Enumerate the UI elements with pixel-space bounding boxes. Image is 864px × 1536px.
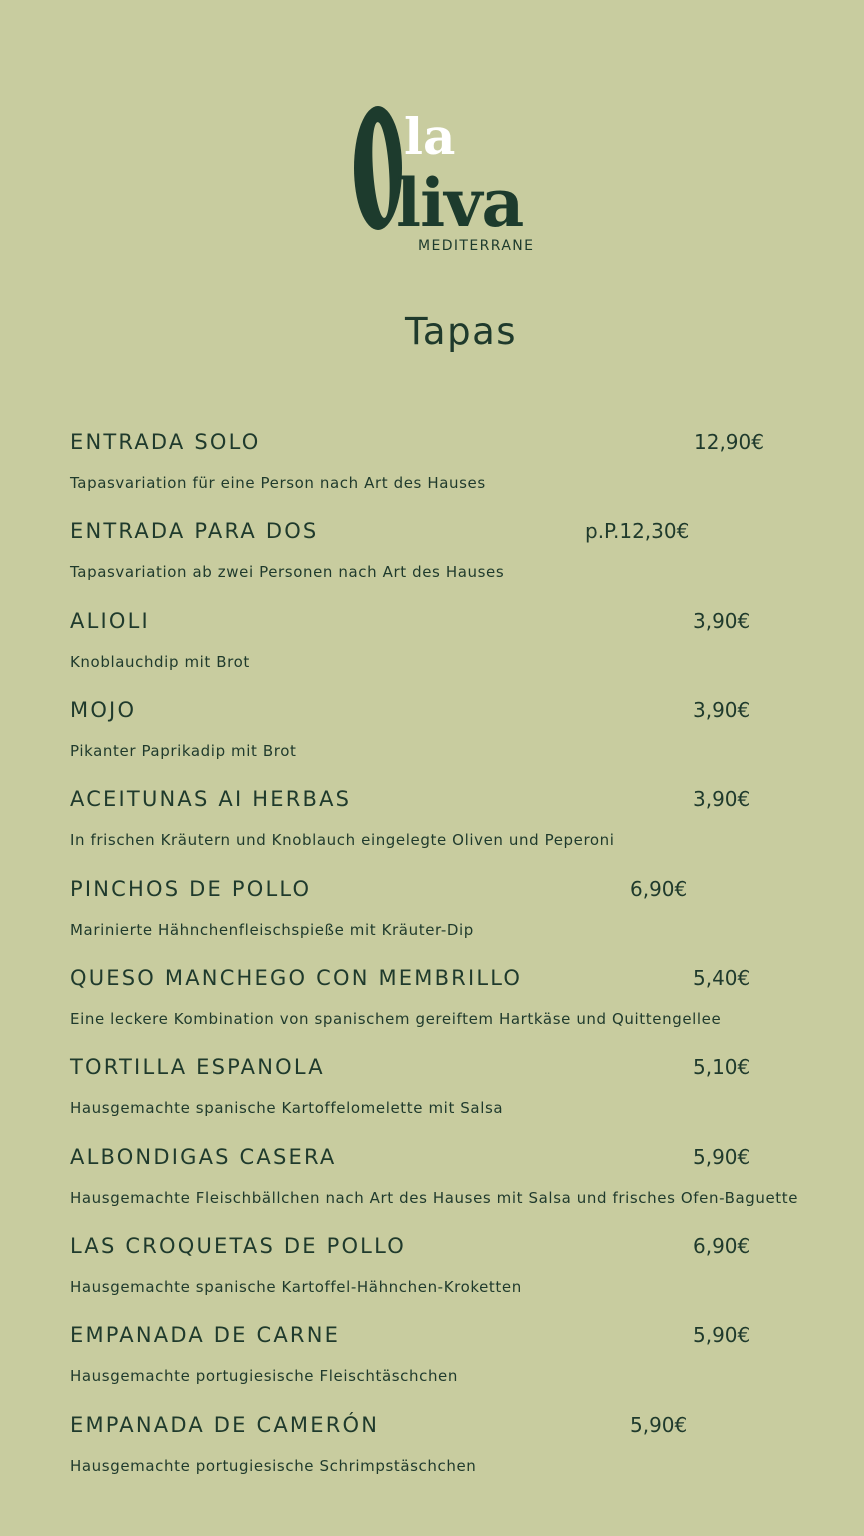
menu-item	[70, 516, 830, 596]
item-price: 6,90€	[630, 877, 688, 901]
menu-item	[70, 1142, 830, 1222]
item-price: 12,90€	[694, 430, 764, 454]
menu-item	[70, 784, 830, 864]
menu-item	[70, 963, 830, 1043]
item-description: Knoblauchdip mit Brot	[70, 653, 250, 671]
menu-item	[70, 1320, 830, 1400]
item-description: Hausgemachte spanische Kartoffel-Hähnchen-Kroketten	[70, 1278, 522, 1296]
menu-item	[70, 606, 830, 686]
item-description: Tapasvariation ab zwei Personen nach Art des Hauses	[70, 563, 505, 581]
item-description: Eine leckere Kombination von spanischem gereiftem Hartkäse und Quittengellee	[70, 1010, 722, 1028]
item-name: LAS CROQUETAS DE POLLO	[70, 1234, 406, 1258]
menu-item	[70, 427, 830, 507]
menu-item	[70, 695, 830, 775]
logo-tagline: MEDITERRANE	[418, 238, 535, 254]
menu-item	[70, 1231, 830, 1311]
menu-list	[70, 0, 830, 1536]
item-name: EMPANADA DE CAMERÓN	[70, 1413, 380, 1437]
item-description: Marinierte Hähnchenfleischspieße mit Kräuter-Dip	[70, 921, 474, 939]
logo-word-small: la	[404, 107, 456, 166]
menu-item	[70, 1410, 830, 1490]
item-description: Hausgemachte portugiesische Schrimpstäschchen	[70, 1457, 477, 1475]
item-price: 6,90€	[693, 1234, 751, 1258]
item-name: PINCHOS DE POLLO	[70, 877, 312, 901]
item-name: TORTILLA ESPANOLA	[70, 1055, 325, 1079]
logo-word-large: liva	[396, 164, 524, 242]
section-title: Tapas	[404, 310, 518, 353]
item-description: In frischen Kräutern und Knoblauch eingelegte Oliven und Peperoni	[70, 831, 615, 849]
menu-item	[70, 1052, 830, 1132]
item-description: Hausgemachte portugiesische Fleischtäschchen	[70, 1367, 458, 1385]
item-price: 5,10€	[693, 1055, 751, 1079]
item-name: ENTRADA SOLO	[70, 430, 261, 454]
item-description: Pikanter Paprikadip mit Brot	[70, 742, 297, 760]
item-price: 3,90€	[693, 787, 751, 811]
item-name: ACEITUNAS AI HERBAS	[70, 787, 352, 811]
item-name: EMPANADA DE CARNE	[70, 1323, 341, 1347]
item-name: ENTRADA PARA DOS	[70, 519, 319, 543]
item-price: 5,90€	[693, 1323, 751, 1347]
item-price: p.P.12,30€	[585, 519, 690, 543]
item-name: ALIOLI	[70, 609, 150, 633]
item-description: Hausgemachte Fleischbällchen nach Art des Hauses mit Salsa und frisches Ofen-Baguette	[70, 1189, 799, 1207]
item-price: 3,90€	[693, 609, 751, 633]
item-description: Hausgemachte spanische Kartoffelomelette mit Salsa	[70, 1099, 504, 1117]
item-description: Tapasvariation für eine Person nach Art des Hauses	[70, 474, 486, 492]
item-price: 5,40€	[693, 966, 751, 990]
item-price: 3,90€	[693, 698, 751, 722]
item-price: 5,90€	[630, 1413, 688, 1437]
item-price: 5,90€	[693, 1145, 751, 1169]
menu-item	[70, 874, 830, 954]
item-name: MOJO	[70, 698, 137, 722]
item-name: QUESO MANCHEGO CON MEMBRILLO	[70, 966, 523, 990]
item-name: ALBONDIGAS CASERA	[70, 1145, 337, 1169]
